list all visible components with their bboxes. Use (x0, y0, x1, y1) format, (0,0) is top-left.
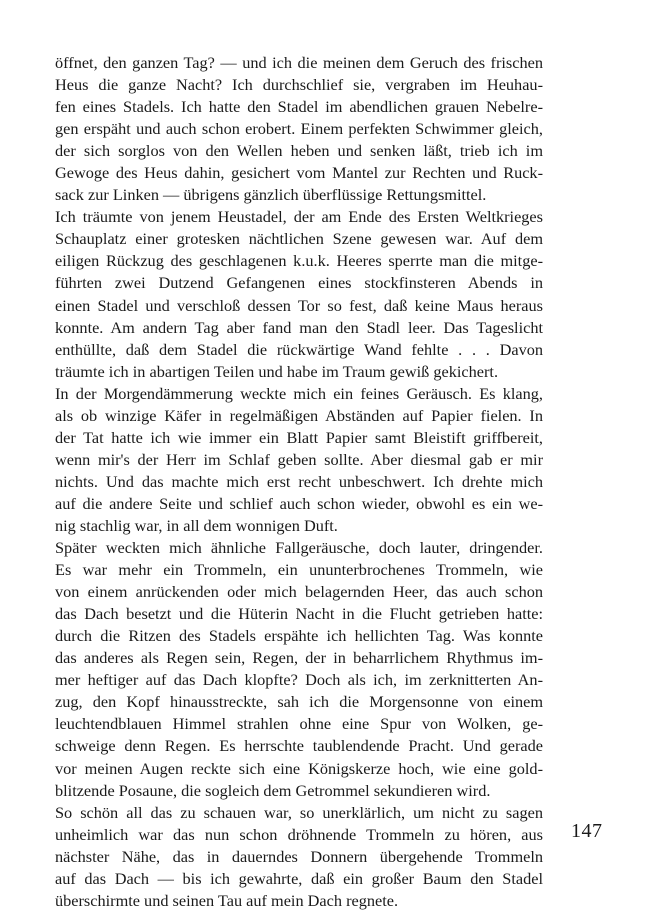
text-line: blitzende Posaune, die sogleich dem Getrommel sekundieren wird. (55, 780, 491, 800)
text-line: als ob winzige Käfer in regelmäßigen Abständen auf Papier fielen. In (55, 405, 543, 425)
paragraph (55, 206, 543, 382)
paragraph (55, 383, 543, 537)
paragraph (55, 52, 543, 206)
text-line: eiligen Rückzug des geschlagenen k.u.k. Heeres sperrte man die mitge- (55, 251, 543, 271)
text-line: überschirmte und seinen Tau auf mein Dach regnete. (55, 890, 399, 910)
text-line: leuchtendblauen Himmel strahlen ohne eine Spur von Wolken, ge- (55, 714, 543, 734)
text-line: Ich träumte von jenem Heustadel, der am Ende des Ersten Weltkrieges (55, 207, 543, 227)
text-line: der sich sorglos von den Wellen heben und senken läßt, trieb ich im (55, 141, 543, 161)
text-line: einen Stadel und verschloß dessen Tor so fest, daß keine Maus heraus (55, 295, 543, 315)
text-line: So schön all das zu schauen war, so unerklärlich, um nicht zu sagen (55, 802, 543, 822)
text-line: wenn mir's der Herr im Schlaf geben sollte. Aber diesmal gab er mir (55, 449, 543, 469)
text-line: Schauplatz einer grotesken nächtlichen Szene gewesen war. Auf dem (55, 229, 543, 249)
text-line: fen eines Stadels. Ich hatte den Stadel im abendlichen grauen Nebelre- (55, 97, 543, 117)
text-line: nig stachlig war, in all dem wonnigen Duft. (55, 515, 338, 535)
text-line: auf das Dach — bis ich gewahrte, daß ein großer Baum den Stadel (55, 868, 543, 888)
text-line: Es war mehr ein Trommeln, ein ununterbrochenes Trommeln, wie (55, 560, 543, 580)
text-line: vor meinen Augen reckte sich eine Königskerze hoch, wie eine gold- (55, 758, 543, 778)
paragraph (55, 802, 543, 912)
paragraph (55, 537, 543, 802)
text-line: Heus die ganze Nacht? Ich durchschlief sie, vergraben im Heuhau- (55, 75, 543, 95)
text-line: von einem anrückenden oder mich belagernden Heer, das auch schon (55, 582, 543, 602)
page-number: 147 (571, 820, 603, 842)
text-line: sack zur Linken — übrigens gänzlich überflüssige Rettungsmittel. (55, 185, 487, 205)
text-line: führten zwei Dutzend Gefangenen eines stockfinsteren Abends in (55, 273, 543, 293)
text-line: enthüllte, daß dem Stadel die rückwärtige Wand fehlte . . . Davon (55, 339, 543, 359)
text-line: zug, den Kopf hinausstreckte, sah ich die Morgensonne von einem (55, 692, 543, 712)
text-line: Später weckten mich ähnliche Fallgeräusche, doch lauter, dringender. (55, 538, 543, 558)
text-line: gen erspäht und auch schon erobert. Einem perfekten Schwimmer gleich, (55, 119, 543, 139)
text-line: das Dach besetzt und die Hüterin Nacht in die Flucht getrieben hatte: (55, 604, 543, 624)
text-line: konnte. Am andern Tag aber fand man den Stadl leer. Das Tageslicht (55, 317, 543, 337)
text-line: nichts. Und das machte mich erst recht unbeschwert. Ich drehte mich (55, 471, 543, 491)
text-line: das anderes als Regen sein, Regen, der in beharrlichem Rhythmus im- (55, 648, 543, 668)
text-line: auf die andere Seite und schlief auch schon wieder, obwohl es ein we- (55, 493, 543, 513)
text-line: unheimlich war das nun schon dröhnende Trommeln zu hören, aus (55, 824, 543, 844)
text-line: öffnet, den ganzen Tag? — und ich die meinen dem Geruch des frischen (55, 53, 543, 72)
text-line: nächster Nähe, das in dauerndes Donnern übergehende Trommeln (55, 846, 543, 866)
text-line: In der Morgendämmerung weckte mich ein feines Geräusch. Es klang, (55, 383, 543, 403)
text-line: schweige denn Regen. Es herrschte taublendende Pracht. Und gerade (55, 736, 543, 756)
body-text (55, 52, 543, 912)
text-line: träumte ich in abartigen Teilen und habe im Traum gewiß gekichert. (55, 361, 499, 381)
text-line: mer heftiger auf das Dach klopfte? Doch als ich, im zerknitterten An- (55, 670, 543, 690)
text-line: der Tat hatte ich wie immer ein Blatt Papier samt Bleistift griffbereit, (55, 427, 543, 447)
text-line: durch die Ritzen des Stadels erspähte ich hellichten Tag. Was konnte (55, 626, 543, 646)
text-line: Gewoge des Heus dahin, gesichert vom Mantel zur Rechten und Ruck- (55, 163, 543, 183)
